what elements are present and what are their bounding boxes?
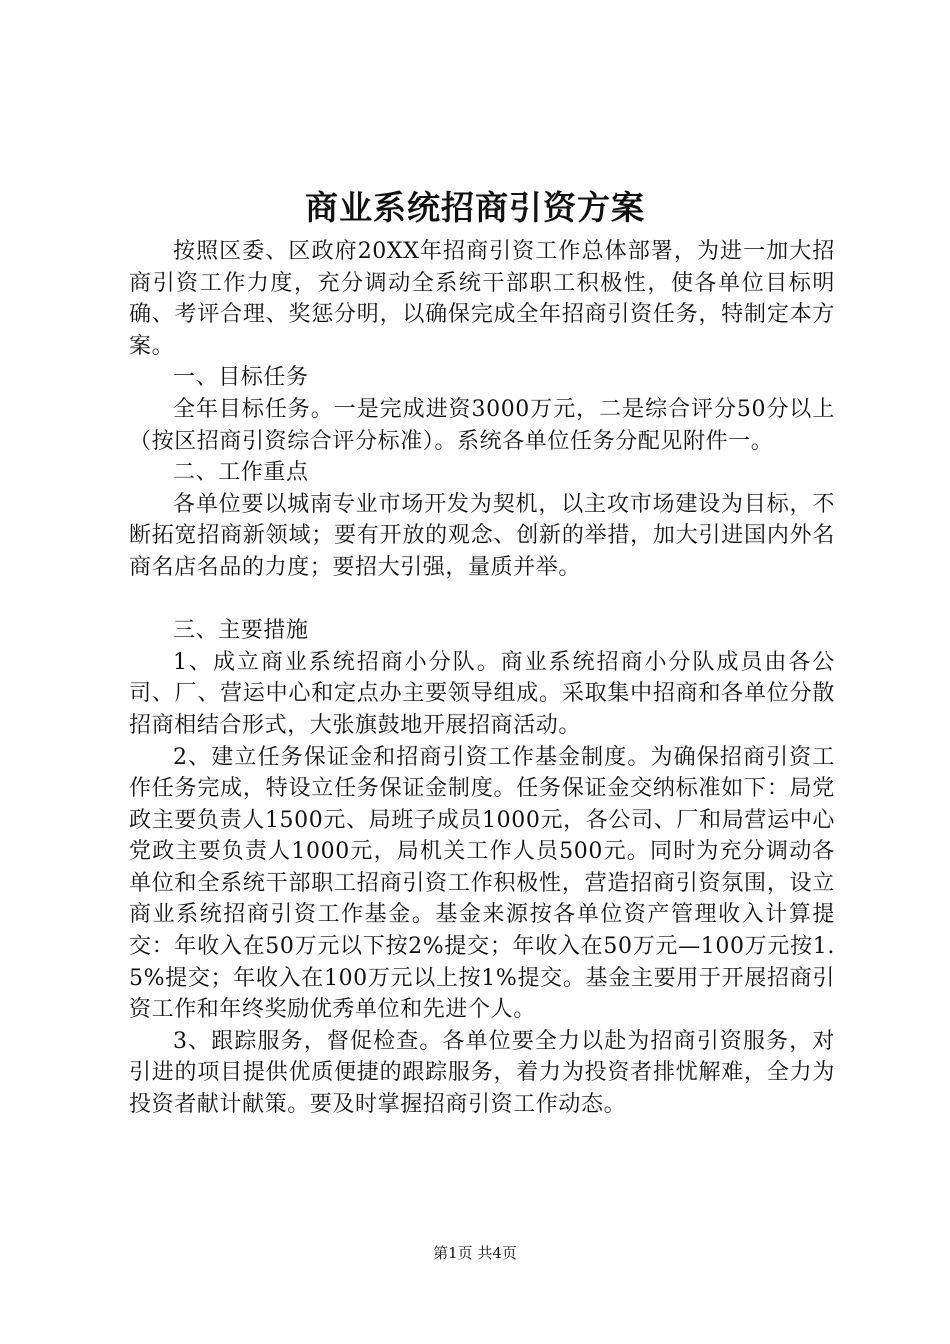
page-number-footer: 第1页 共4页 — [433, 1244, 517, 1262]
goals-paragraph: 全年目标任务。一是完成进资3000万元，二是综合评分50分以上（按区招商引资综合评分标准）。系统各单位任务分配见附件一。 — [129, 396, 835, 454]
section-heading-goals: 一、目标任务 — [173, 365, 309, 391]
measure-2-paragraph: 2、建立任务保证金和招商引资工作基金制度。为确保招商引资工作任务完成，特设立任务保证金制度。任务保证金交纳标准如下：局党政主要负责人1500元、局班子成员1000元，各公司、厂和局营运中心党政主要负责人1000元，局机关工作人员500元。同时为充分调动各单位和全系统干部职工招商引资工作积极性，营造招商引资氛围，设立商业系统招商引资工作基金。基金来源按各单位资产管理收入计算提交：年收入在50万元以下按2%提交；年收入在50万元—100万元按1.5%提交；年收入在100万元以上按1%提交。基金主要用于开展招商引资工作和年终奖励优秀单位和先进个人。 — [129, 744, 835, 1023]
document-title: 商业系统招商引资方案 — [305, 188, 645, 227]
focus-paragraph: 各单位要以城南专业市场开发为契机，以主攻市场建设为目标，不断拓宽招商新领域；要有开放的观念、创新的举措，加大引进国内外名商名店名品的力度；要招大引强，量质并举。 — [129, 491, 835, 580]
section-heading-measures: 三、主要措施 — [173, 618, 309, 644]
section-heading-focus: 二、工作重点 — [173, 460, 309, 486]
document-body — [129, 236, 835, 1121]
measure-3-paragraph: 3、跟踪服务，督促检查。各单位要全力以赴为招商引资服务，对引进的项目提供优质便捷的跟踪服务，着力为投资者排忧解难，全力为投资者献计献策。要及时掌握招商引资工作动态。 — [129, 1028, 835, 1118]
measure-1-paragraph: 1、成立商业系统招商小分队。商业系统招商小分队成员由各公司、厂、营运中心和定点办主要领导组成。采取集中招商和各单位分散招商相结合形式，大张旗鼓地开展招商活动。 — [129, 649, 835, 738]
intro-paragraph: 按照区委、区政府20XX年招商引资工作总体部署，为进一加大招商引资工作力度，充分调动全系统干部职工积极性，使各单位目标明确、考评合理、奖惩分明，以确保完成全年招商引资任务，特制定本方案。 — [129, 239, 835, 359]
